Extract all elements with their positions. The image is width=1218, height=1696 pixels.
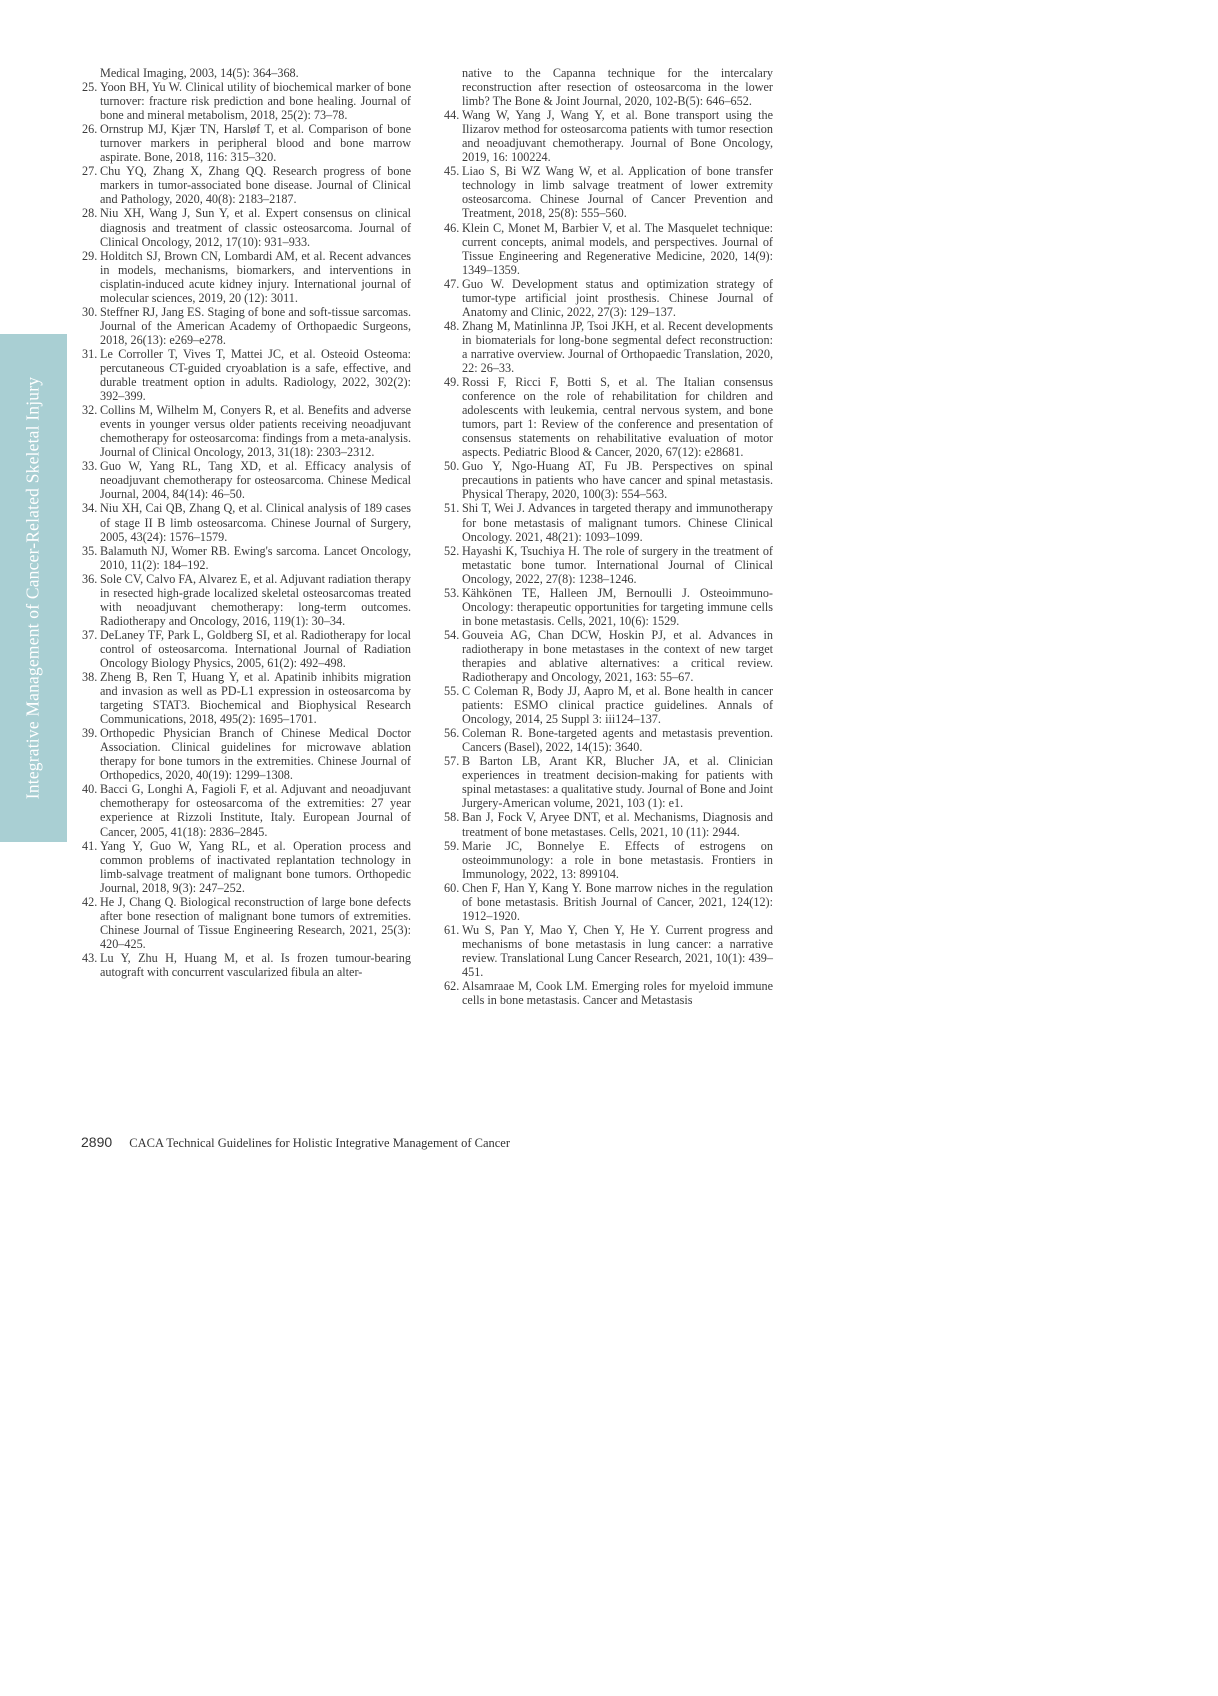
- reference-item: [82, 305, 411, 347]
- reference-item: [82, 66, 411, 80]
- reference-item: [82, 670, 411, 726]
- reference-text: Orthopedic Physician Branch of Chinese Medical Doctor Association. Clinical guidelines for microwave ablation therapy for bone tumors in the extremities. Chinese Journal of Orthopedics, 2020, 40(19): 1299–1308.: [100, 726, 411, 783]
- reference-number: 55.: [444, 684, 460, 699]
- reference-text: He J, Chang Q. Biological reconstruction of large bone defects after bone resection of malignant bone tumors of extremities. Chinese Journal of Tissue Engineering Research, 2021, 25(3): 420–425.: [100, 894, 411, 951]
- reference-item: [444, 754, 773, 810]
- reference-item: [444, 839, 773, 881]
- reference-number: 40.: [82, 782, 98, 797]
- reference-item: [82, 951, 411, 979]
- footer-title: CACA Technical Guidelines for Holistic Integrative Management of Cancer: [129, 1136, 511, 1150]
- reference-number: 29.: [82, 248, 98, 263]
- reference-item: [82, 628, 411, 670]
- reference-item: [82, 403, 411, 459]
- reference-text: Shi T, Wei J. Advances in targeted therapy and immunotherapy for bone metastasis of malignant tumors. Chinese Clinical Oncology. 2021, 48(21): 1093–1099.: [462, 501, 773, 544]
- reference-item: [444, 628, 773, 684]
- reference-number: 35.: [82, 543, 98, 558]
- reference-item: [444, 319, 773, 375]
- reference-number: 61.: [444, 922, 460, 937]
- reference-text: Le Corroller T, Vives T, Mattei JC, et al. Osteoid Osteoma: percutaneous CT-guided cryoablation is a safe, effective, and durable treatment option in adults. Radiology, 2022, 302(2): 392–399.: [100, 346, 411, 404]
- reference-number: 58.: [444, 810, 460, 825]
- reference-item: [82, 459, 411, 501]
- reference-item: [444, 164, 773, 220]
- reference-number: 50.: [444, 459, 460, 474]
- reference-item: [82, 80, 411, 122]
- reference-item: [444, 586, 773, 628]
- reference-text: Ban J, Fock V, Aryee DNT, et al. Mechanisms, Diagnosis and treatment of bone metastases. Cells, 2021, 10 (11): 2944.: [462, 810, 773, 839]
- page-footer: [81, 1134, 510, 1151]
- reference-item: [82, 895, 411, 951]
- reference-text: Yang Y, Guo W, Yang RL, et al. Operation process and common problems of inactivated replantation technology in limb-salvage treatment of malignant bone tumors. Orthopedic Journal, 2018, 9(3): 247–252.: [100, 838, 411, 895]
- reference-item: [444, 459, 773, 501]
- references-right-column: [444, 66, 773, 1007]
- reference-number: 27.: [82, 164, 98, 179]
- reference-text: Balamuth NJ, Womer RB. Ewing's sarcoma. Lancet Oncology, 2010, 11(2): 184–192.: [100, 543, 411, 572]
- reference-text: Collins M, Wilhelm M, Conyers R, et al. Benefits and adverse events in younger versus older patients receiving neoadjuvant chemotherapy for osteosarcoma: findings from a meta-analysis. Journal of Clinical Oncology, 2013, 31(18): 2303–2312.: [100, 403, 411, 460]
- reference-number: 37.: [82, 627, 98, 642]
- reference-item: [444, 923, 773, 979]
- reference-item: [82, 206, 411, 248]
- reference-text: Ornstrup MJ, Kjær TN, Harsløf T, et al. Comparison of bone turnover markers in peripheral blood and bone marrow aspirate. Bone, 2018, 116: 315–320.: [100, 122, 411, 165]
- reference-item: [82, 501, 411, 543]
- reference-item: [444, 221, 773, 277]
- reference-text: Steffner RJ, Jang ES. Staging of bone and soft-tissue sarcomas. Journal of the American Academy of Orthopaedic Surgeons, 2018, 26(13): e269–e278.: [100, 304, 411, 347]
- reference-text: Rossi F, Ricci F, Botti S, et al. The Italian consensus conference on the role of rehabilitation for children and adolescents with leukemia, central nervous system, and bone tumors, part 1: Review of the conference and presentation of consensus statements on rehabilitative evaluation of motor aspects. Pediatric Blood & Cancer, 2020, 67(12): e28681.: [462, 375, 773, 460]
- reference-item: [444, 810, 773, 838]
- reference-item: [82, 782, 411, 838]
- reference-item: [82, 572, 411, 628]
- reference-item: [444, 501, 773, 543]
- reference-text: Niu XH, Wang J, Sun Y, et al. Expert consensus on clinical diagnosis and treatment of classic osteosarcoma. Journal of Clinical Oncology, 2012, 17(10): 931–933.: [100, 206, 411, 249]
- reference-number: 44.: [444, 108, 460, 123]
- reference-text: Chu YQ, Zhang X, Zhang QQ. Research progress of bone markers in tumor-associated bone disease. Journal of Clinical and Pathology, 2020, 40(8): 2183–2187.: [100, 164, 411, 207]
- reference-item: [444, 375, 773, 459]
- reference-number: 32.: [82, 403, 98, 418]
- reference-number: 46.: [444, 220, 460, 235]
- reference-text: DeLaney TF, Park L, Goldberg SI, et al. Radiotherapy for local control of osteosarcoma. International Journal of Radiation Oncology Biology Physics, 2005, 61(2): 492–498.: [100, 627, 411, 670]
- reference-number: 62.: [444, 979, 460, 994]
- reference-item: [82, 249, 411, 305]
- reference-number: 31.: [82, 346, 98, 361]
- reference-item: [444, 979, 773, 1007]
- reference-item: [82, 839, 411, 895]
- reference-item: [444, 726, 773, 754]
- reference-number: 56.: [444, 726, 460, 741]
- reference-item: [444, 277, 773, 319]
- reference-number: 30.: [82, 304, 98, 319]
- reference-text: Chen F, Han Y, Kang Y. Bone marrow niches in the regulation of bone metastasis. British Journal of Cancer, 2021, 124(12): 1912–1920.: [462, 880, 773, 923]
- reference-text: Klein C, Monet M, Barbier V, et al. The Masquelet technique: current concepts, animal models, and perspectives. Journal of Tissue Engineering and Regenerative Medicine, 2020, 14(9): 1349–1359.: [462, 220, 773, 277]
- references-left-column: [82, 66, 411, 979]
- reference-number: 28.: [82, 206, 98, 221]
- reference-number: 52.: [444, 543, 460, 558]
- sidebar-title: Integrative Management of Cancer-Related Skeletal Injury: [22, 376, 43, 800]
- reference-number: 43.: [82, 950, 98, 965]
- reference-text: Coleman R. Bone-targeted agents and metastasis prevention. Cancers (Basel), 2022, 14(15): 3640.: [462, 726, 773, 755]
- reference-text: Zheng B, Ren T, Huang Y, et al. Apatinib inhibits migration and invasion as well as PD-L1 expression in osteosarcoma by targeting STAT3. Biochemical and Biophysical Research Communications, 2018, 495(2): 1695–1701.: [100, 670, 411, 727]
- reference-item: [82, 544, 411, 572]
- reference-text: Yoon BH, Yu W. Clinical utility of biochemical marker of bone turnover: fracture risk prediction and bone healing. Journal of bone and mineral metabolism, 2018, 25(2): 73–78.: [100, 80, 411, 123]
- reference-text: Sole CV, Calvo FA, Alvarez E, et al. Adjuvant radiation therapy in resected high-grade localized skeletal osteosarcomas treated with neoadjuvant chemotherapy: long-term outcomes. Radiotherapy and Oncology, 2016, 119(1): 30–34.: [100, 571, 411, 628]
- reference-item: [444, 108, 773, 164]
- reference-number: 53.: [444, 585, 460, 600]
- reference-text: Niu XH, Cai QB, Zhang Q, et al. Clinical analysis of 189 cases of stage II B limb osteosarcoma. Chinese Journal of Surgery, 2005, 43(24): 1576–1579.: [100, 501, 411, 544]
- reference-text: Hayashi K, Tsuchiya H. The role of surgery in the treatment of metastatic bone tumor. International Journal of Clinical Oncology, 2022, 27(8): 1238–1246.: [462, 543, 773, 586]
- reference-text: Medical Imaging, 2003, 14(5): 364–368.: [100, 66, 299, 80]
- reference-number: 49.: [444, 375, 460, 390]
- reference-number: 47.: [444, 276, 460, 291]
- reference-text: Lu Y, Zhu H, Huang M, et al. Is frozen tumour-bearing autograft with concurrent vascularized fibula an alter-: [100, 950, 411, 979]
- sidebar-tab: [0, 334, 67, 842]
- reference-item: [444, 544, 773, 586]
- reference-text: Gouveia AG, Chan DCW, Hoskin PJ, et al. Advances in radiotherapy in bone metastases in the context of new target therapies and ablative alternatives: a critical review. Radiotherapy and Oncology, 2021, 163: 55–67.: [462, 627, 773, 685]
- reference-number: 54.: [444, 627, 460, 642]
- reference-number: 25.: [82, 80, 98, 95]
- reference-text: Wang W, Yang J, Wang Y, et al. Bone transport using the Ilizarov method for osteosarcoma patients with tumor resection and neoadjuvant chemotherapy. Journal of Bone Oncology, 2019, 16: 100224.: [462, 108, 773, 165]
- reference-text: Wu S, Pan Y, Mao Y, Chen Y, He Y. Current progress and mechanisms of bone metastasis in lung cancer: a narrative review. Translational Lung Cancer Research, 2021, 10(1): 439–451.: [462, 922, 773, 979]
- reference-number: 26.: [82, 122, 98, 137]
- reference-number: 57.: [444, 754, 460, 769]
- reference-number: 39.: [82, 726, 98, 741]
- reference-number: 34.: [82, 501, 98, 516]
- reference-number: 36.: [82, 571, 98, 586]
- reference-text: native to the Capanna technique for the intercalary reconstruction after resection of osteosarcoma in the lower limb? The Bone & Joint Journal, 2020, 102-B(5): 646–652.: [462, 66, 773, 109]
- reference-text: Guo W, Yang RL, Tang XD, et al. Efficacy analysis of neoadjuvant chemotherapy for osteosarcoma. Chinese Medical Journal, 2004, 84(14): 46–50.: [100, 459, 411, 502]
- reference-number: 45.: [444, 164, 460, 179]
- reference-text: Zhang M, Matinlinna JP, Tsoi JKH, et al. Recent developments in biomaterials for long-bone segmental defect reconstruction: a narrative overview. Journal of Orthopaedic Translation, 2020, 22: 26–33.: [462, 318, 773, 375]
- reference-item: [444, 684, 773, 726]
- reference-item: [444, 881, 773, 923]
- reference-number: 38.: [82, 670, 98, 685]
- reference-number: 48.: [444, 318, 460, 333]
- reference-number: 41.: [82, 838, 98, 853]
- reference-text: Guo Y, Ngo-Huang AT, Fu JB. Perspectives on spinal precautions in patients who have cancer and spinal metastasis. Physical Therapy, 2020, 100(3): 554–563.: [462, 459, 773, 502]
- reference-text: C Coleman R, Body JJ, Aapro M, et al. Bone health in cancer patients: ESMO clinical practice guidelines. Annals of Oncology, 2014, 25 Suppl 3: iii124–137.: [462, 684, 773, 727]
- page-number: 2890: [81, 1134, 113, 1150]
- reference-text: Kähkönen TE, Halleen JM, Bernoulli J. Osteoimmuno-Oncology: therapeutic opportunities for targeting immune cells in bone metastasis. Cells, 2021, 10(6): 1529.: [462, 585, 773, 628]
- reference-text: Holditch SJ, Brown CN, Lombardi AM, et al. Recent advances in models, mechanisms, biomarkers, and interventions in cisplatin-induced acute kidney injury. International journal of molecular sciences, 2019, 20 (12): 3011.: [100, 248, 411, 305]
- reference-item: [82, 347, 411, 403]
- reference-number: 60.: [444, 880, 460, 895]
- reference-text: Marie JC, Bonnelye E. Effects of estrogens on osteoimmunology: a role in bone metastasis. Frontiers in Immunology, 2022, 13: 899104.: [462, 838, 773, 881]
- reference-item: [444, 66, 773, 108]
- reference-text: Bacci G, Longhi A, Fagioli F, et al. Adjuvant and neoadjuvant chemotherapy for osteosarcoma of the extremities: 27 year experience at Rizzoli Institute, Italy. European Journal of Cancer, 2005, 41(18): 2836–2845.: [100, 782, 411, 839]
- reference-text: Alsamraae M, Cook LM. Emerging roles for myeloid immune cells in bone metastasis. Cancer and Metastasis: [462, 979, 773, 1008]
- reference-text: B Barton LB, Arant KR, Blucher JA, et al. Clinician experiences in treatment decision-making for patients with spinal metastases: a qualitative study. Journal of Bone and Joint Jurgery-American volume, 2021, 103 (1): e1.: [462, 754, 773, 811]
- reference-number: 33.: [82, 459, 98, 474]
- reference-text: Guo W. Development status and optimization strategy of tumor-type artificial joint prosthesis. Chinese Journal of Anatomy and Clinic, 2022, 27(3): 129–137.: [462, 276, 773, 319]
- reference-item: [82, 122, 411, 164]
- reference-item: [82, 164, 411, 206]
- reference-item: [82, 726, 411, 782]
- reference-number: 42.: [82, 894, 98, 909]
- reference-number: 51.: [444, 501, 460, 516]
- reference-number: 59.: [444, 838, 460, 853]
- reference-text: Liao S, Bi WZ Wang W, et al. Application of bone transfer technology in limb salvage treatment of lower extremity osteosarcoma. Chinese Journal of Cancer Prevention and Treatment, 2018, 25(8): 555–560.: [462, 164, 773, 221]
